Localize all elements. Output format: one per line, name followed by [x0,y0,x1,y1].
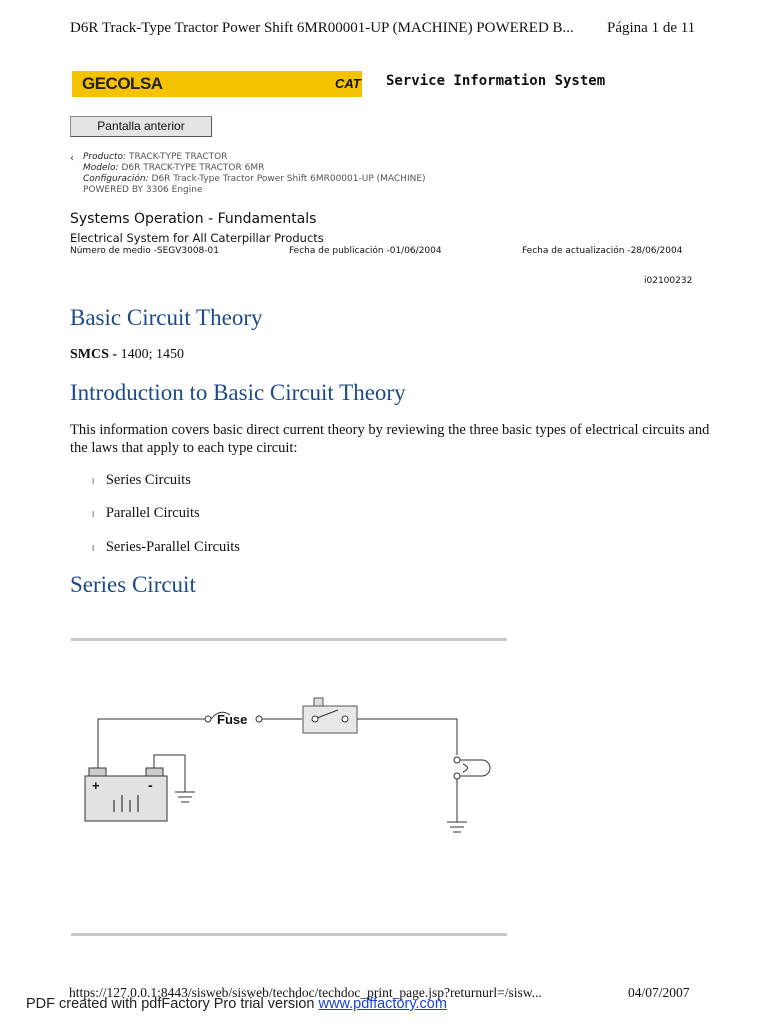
config-value: D6R Track-Type Tractor Power Shift 6MR00001-UP (MACHINE) [151,174,426,184]
update-date: Fecha de actualización -28/06/2004 [522,246,683,256]
dealer-logo [72,71,332,97]
config-row-2 [83,185,202,196]
figure-bottom-rule [71,933,507,936]
fuse-terminal [256,716,262,722]
model-label: Modelo: [83,163,119,173]
list-item [92,539,240,556]
config-value-2: POWERED BY 3306 Engine [83,185,203,195]
media-number: Número de medio -SEGV3008-01 [70,246,219,256]
lamp-filament [463,764,468,772]
bullet-icon: l [92,544,95,553]
product-label: Producto: [83,152,127,162]
battery-terminal-negative [146,768,163,776]
switch-box [303,706,357,733]
page-title: Basic Circuit Theory [70,305,263,330]
product-value: TRACK-TYPE TRACTOR [128,152,228,162]
doc-category: Systems Operation - Fundamentals [70,211,317,227]
list-item-text: Series Circuits [105,472,191,488]
battery-positive-label: + [92,778,100,793]
document-id: i02100232 [644,276,693,286]
footer-date: 04/07/2007 [628,985,690,1000]
pdf-notice [26,996,447,1012]
list-item-text: Series-Parallel Circuits [105,539,240,555]
bullet-icon: l [92,510,95,519]
smcs-code [70,347,184,363]
model-value: D6R TRACK-TYPE TRACTOR 6MR [121,163,265,173]
smcs-label: SMCS - [70,347,118,362]
product-row [83,152,227,163]
banner [72,71,362,97]
intro-heading: Introduction to Basic Circuit Theory [70,380,406,405]
bullet-icon: l [92,477,95,486]
config-label: Configuración: [83,174,149,184]
pdffactory-link[interactable]: www.pdffactory.com [318,996,447,1012]
model-row [83,163,264,174]
chevron-left-icon[interactable]: ‹ [70,153,74,164]
list-item-text: Parallel Circuits [105,505,200,521]
cat-logo-text: CAT [335,76,361,91]
series-circuit-diagram [70,640,510,935]
pdf-notice-text: PDF created with pdfFactory Pro trial version [26,996,315,1012]
wire-segment [357,719,457,755]
lamp-terminal [454,757,460,763]
footer-url: https://127.0.0.1:8443/sisweb/sisweb/techdoc/techdoc_print_page.jsp?returnurl=/sisw... [69,985,542,1000]
cat-logo [332,71,362,97]
system-name: Service Information System [386,73,606,89]
page-indicator: Página 1 de 11 [607,20,696,36]
config-row [83,174,426,185]
list-item [92,505,200,522]
smcs-value: 1400; 1450 [120,347,184,362]
lamp-bulb [460,760,490,776]
back-button[interactable]: Pantalla anterior [70,116,212,137]
intro-paragraph: This information covers basic direct current theory by reviewing the three basic types of electrical circuits and the laws that apply to each type circuit: [70,422,710,456]
dealer-name: GECOLSA [82,74,163,93]
list-item [92,472,191,489]
battery-terminal-positive [89,768,106,776]
doc-subject: Electrical System for All Caterpillar Products [70,231,324,245]
publication-date: Fecha de publicación -01/06/2004 [289,246,442,256]
switch-terminal [312,716,318,722]
battery-negative-label: - [148,777,153,793]
document-title: D6R Track-Type Tractor Power Shift 6MR00001-UP (MACHINE) POWERED B... [70,20,574,36]
switch-terminal [342,716,348,722]
fuse-terminal [205,716,211,722]
wire-segment [98,719,205,768]
series-heading: Series Circuit [70,572,196,597]
fuse-label: Fuse [217,712,248,727]
lamp-terminal [454,773,460,779]
switch-knob [314,698,323,706]
